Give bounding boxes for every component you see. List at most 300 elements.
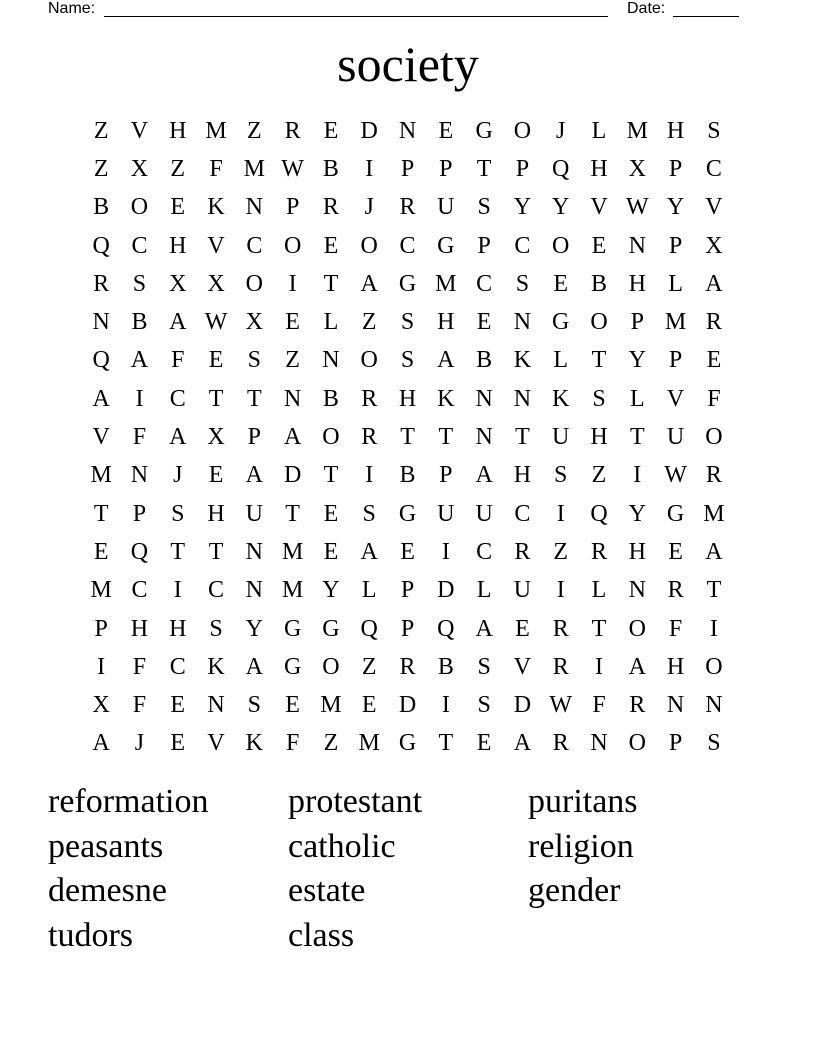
grid-letter: P — [668, 155, 683, 182]
grid-letter: G — [437, 232, 455, 259]
grid-letter: A — [705, 538, 723, 565]
grid-letter: F — [171, 347, 185, 374]
grid-letter: P — [400, 615, 415, 642]
grid-letter: K — [552, 385, 570, 412]
grid-letter: U — [552, 424, 570, 451]
grid-letter: A — [245, 653, 263, 680]
grid-letter: I — [556, 500, 565, 527]
grid-letter: L — [591, 117, 607, 144]
grid-letter: E — [515, 615, 530, 642]
grid-letter: N — [628, 577, 646, 604]
grid-letter: C — [208, 577, 225, 604]
grid-letter: N — [513, 309, 532, 336]
grid-letter: A — [92, 730, 110, 757]
grid-letter: X — [705, 232, 723, 259]
grid-letter: H — [437, 309, 455, 336]
grid-letter: T — [438, 730, 454, 757]
grid-letter: A — [360, 538, 378, 565]
grid-letter: U — [513, 577, 532, 604]
grid-letter: M — [358, 730, 380, 757]
name-label: Name: — [48, 0, 96, 17]
grid-letter: X — [207, 270, 225, 297]
grid-letter: H — [398, 385, 417, 412]
grid-letter: M — [90, 462, 112, 489]
grid-letter: O — [322, 653, 340, 680]
grid-letter: T — [323, 270, 339, 297]
grid-letter: Z — [591, 462, 607, 489]
grid-letter: A — [169, 309, 187, 336]
grid-letter: H — [169, 615, 187, 642]
grid-letter: G — [475, 117, 493, 144]
grid-letter: B — [322, 155, 339, 182]
grid-letter: C — [246, 232, 263, 259]
grid-letter: C — [169, 385, 186, 412]
grid-letter: E — [208, 462, 224, 489]
grid-letter: Z — [170, 155, 186, 182]
grid-letter: O — [628, 730, 646, 757]
grid-letter: C — [514, 500, 531, 527]
grid-letter: Z — [247, 117, 262, 144]
grid-letter: Y — [666, 194, 685, 221]
grid-letter: F — [132, 653, 147, 680]
word-list-item: demesne — [48, 872, 167, 910]
grid-letter: R — [667, 577, 684, 604]
grid-letter: P — [285, 194, 300, 221]
grid-letter: F — [132, 692, 147, 719]
grid-letter: L — [323, 309, 339, 336]
grid-letter: V — [513, 653, 532, 680]
grid-letter: S — [477, 653, 491, 680]
grid-letter: I — [709, 615, 718, 642]
grid-letter: E — [170, 730, 186, 757]
grid-letter: P — [439, 155, 453, 182]
grid-letter: T — [323, 462, 339, 489]
grid-letter: M — [281, 538, 304, 565]
grid-letter: N — [475, 424, 493, 451]
grid-letter: N — [628, 232, 646, 259]
grid-letter: S — [400, 309, 415, 336]
grid-letter: A — [628, 653, 646, 680]
grid-letter: N — [666, 692, 685, 719]
grid-letter: N — [398, 117, 417, 144]
grid-letter: D — [513, 692, 532, 719]
grid-letter: Q — [92, 232, 110, 259]
grid-letter: P — [400, 155, 415, 182]
word-list-item: religion — [528, 827, 634, 865]
grid-letter: L — [476, 577, 492, 604]
grid-letter: N — [590, 730, 608, 757]
grid-letter: E — [208, 347, 224, 374]
grid-letter: P — [247, 424, 262, 451]
grid-letter: F — [132, 424, 147, 451]
grid-letter: T — [591, 347, 607, 374]
grid-letter: A — [705, 270, 723, 297]
grid-letter: Y — [245, 615, 263, 642]
grid-letter: H — [169, 232, 187, 259]
grid-letter: O — [360, 232, 378, 259]
grid-letter: T — [515, 424, 530, 451]
grid-letter: N — [245, 577, 263, 604]
grid-letter: K — [513, 347, 532, 374]
word-list — [48, 780, 768, 959]
grid-letter: R — [591, 538, 608, 565]
grid-letter: S — [247, 347, 262, 374]
grid-letter: T — [438, 424, 454, 451]
grid-letter: D — [360, 117, 378, 144]
grid-letter: T — [208, 385, 224, 412]
grid-letter: R — [361, 424, 378, 451]
grid-letter: I — [173, 577, 182, 604]
grid-letter: P — [132, 500, 147, 527]
grid-letter: A — [475, 462, 493, 489]
grid-letter: U — [475, 500, 493, 527]
grid-letter: R — [322, 194, 339, 221]
grid-letter: E — [361, 692, 377, 719]
grid-letter: A — [169, 424, 187, 451]
grid-letter: J — [556, 117, 566, 144]
grid-letter: E — [285, 309, 300, 336]
grid-letter: B — [437, 653, 454, 680]
grid-letter: S — [707, 117, 721, 144]
word-list-item: catholic — [288, 827, 396, 865]
grid-letter: B — [591, 270, 608, 297]
word-list-item: gender — [528, 872, 621, 910]
grid-letter: P — [630, 309, 644, 336]
grid-letter: E — [170, 194, 186, 221]
grid-letter: T — [285, 500, 300, 527]
grid-letter: I — [595, 653, 603, 680]
grid-letter: R — [705, 309, 722, 336]
grid-letter: U — [437, 194, 455, 221]
grid-letter: L — [553, 347, 569, 374]
grid-letter: V — [590, 194, 608, 221]
letter-grid — [82, 112, 733, 763]
grid-letter: X — [628, 155, 646, 182]
grid-letter: I — [441, 538, 450, 565]
grid-letter: G — [283, 653, 302, 680]
grid-letter: M — [205, 117, 227, 144]
grid-letter: R — [399, 653, 416, 680]
grid-letter: C — [705, 155, 722, 182]
grid-letter: N — [207, 692, 225, 719]
grid-letter: E — [285, 692, 300, 719]
grid-letter: P — [668, 347, 683, 374]
word-list-item: tudors — [48, 917, 133, 955]
grid-letter: B — [131, 309, 148, 336]
grid-letter: S — [132, 270, 147, 297]
grid-letter: O — [245, 270, 263, 297]
grid-letter: S — [554, 462, 568, 489]
grid-letter: C — [476, 270, 493, 297]
grid-letter: N — [322, 347, 340, 374]
grid-letter: T — [247, 385, 262, 412]
grid-letter: A — [437, 347, 455, 374]
grid-letter: H — [207, 500, 225, 527]
grid-letter: P — [515, 155, 530, 182]
grid-letter: T — [591, 615, 607, 642]
grid-letter: Z — [323, 730, 339, 757]
grid-letter: A — [513, 730, 532, 757]
grid-letter: N — [245, 194, 263, 221]
grid-letter: J — [364, 194, 374, 221]
word-list-item: class — [288, 917, 355, 955]
grid-letter: Q — [92, 347, 110, 374]
grid-letter: Q — [552, 155, 570, 182]
grid-letter: O — [130, 194, 149, 221]
grid-letter: Z — [361, 653, 377, 680]
grid-letter: O — [628, 615, 646, 642]
grid-letter: B — [93, 194, 110, 221]
grid-letter: F — [668, 615, 683, 642]
grid-letter: W — [664, 462, 687, 489]
grid-letter: M — [90, 577, 112, 604]
grid-letter: N — [245, 538, 263, 565]
grid-letter: S — [209, 615, 223, 642]
grid-letter: F — [592, 692, 606, 719]
grid-letter: T — [476, 155, 492, 182]
grid-letter: M — [320, 692, 342, 719]
grid-letter: R — [552, 730, 569, 757]
grid-letter: Y — [628, 347, 646, 374]
grid-letter: P — [439, 462, 453, 489]
grid-letter: G — [398, 270, 417, 297]
grid-letter: W — [549, 692, 573, 719]
grid-letter: E — [170, 692, 186, 719]
grid-letter: H — [666, 117, 685, 144]
grid-letter: G — [552, 309, 570, 336]
grid-letter: U — [437, 500, 455, 527]
grid-letter: C — [514, 232, 531, 259]
word-list-item: peasants — [48, 827, 164, 865]
grid-letter: L — [668, 270, 683, 297]
grid-letter: O — [360, 347, 378, 374]
word-list-item: estate — [288, 872, 366, 910]
grid-letter: G — [283, 615, 302, 642]
grid-letter: Z — [93, 117, 109, 144]
grid-letter: O — [705, 424, 723, 451]
grid-letter: V — [92, 424, 110, 451]
word-list-item: reformation — [48, 783, 209, 820]
grid-letter: J — [173, 462, 183, 489]
grid-letter: A — [130, 347, 149, 374]
grid-letter: B — [399, 462, 416, 489]
grid-letter: V — [207, 730, 225, 757]
grid-letter: E — [323, 117, 339, 144]
header-line — [48, 0, 748, 20]
grid-letter: Y — [552, 194, 570, 221]
grid-letter: Y — [322, 577, 340, 604]
grid-letter: S — [171, 500, 185, 527]
grid-letter: S — [477, 194, 491, 221]
grid-letter: E — [323, 538, 339, 565]
grid-letter: R — [629, 692, 646, 719]
grid-letter: I — [288, 270, 297, 297]
grid-letter: Q — [360, 615, 378, 642]
grid-letter: S — [515, 270, 530, 297]
grid-letter: X — [92, 692, 110, 719]
grid-letter: E — [400, 538, 415, 565]
grid-letter: A — [245, 462, 263, 489]
grid-letter: E — [476, 309, 492, 336]
grid-letter: L — [629, 385, 645, 412]
grid-letter: H — [590, 155, 608, 182]
date-field[interactable] — [673, 0, 739, 17]
grid-letter: Q — [130, 538, 149, 565]
grid-letter: P — [477, 232, 491, 259]
grid-letter: Y — [628, 500, 646, 527]
grid-letter: C — [131, 577, 148, 604]
grid-letter: A — [475, 615, 493, 642]
grid-letter: R — [552, 615, 569, 642]
grid-letter: L — [591, 577, 607, 604]
grid-letter: H — [169, 117, 187, 144]
grid-letter: S — [362, 500, 376, 527]
grid-letter: T — [629, 424, 645, 451]
grid-letter: E — [323, 500, 339, 527]
grid-letter: R — [284, 117, 301, 144]
grid-letter: I — [633, 462, 642, 489]
grid-letter: T — [93, 500, 109, 527]
grid-letter: O — [552, 232, 570, 259]
grid-letter: I — [135, 385, 144, 412]
grid-letter: O — [322, 424, 340, 451]
grid-letter: R — [361, 385, 378, 412]
grid-letter: S — [247, 692, 262, 719]
grid-letter: W — [204, 309, 228, 336]
grid-letter: M — [703, 500, 725, 527]
grid-letter: S — [400, 347, 415, 374]
grid-letter: B — [322, 385, 339, 412]
grid-letter: N — [130, 462, 149, 489]
grid-letter: Y — [513, 194, 532, 221]
grid-letter: N — [705, 692, 723, 719]
grid-letter: I — [97, 653, 106, 680]
grid-letter: M — [664, 309, 687, 336]
grid-letter: N — [513, 385, 532, 412]
grid-letter: G — [322, 615, 340, 642]
grid-letter: X — [169, 270, 187, 297]
grid-letter: E — [438, 117, 454, 144]
grid-letter: T — [706, 577, 722, 604]
grid-letter: B — [476, 347, 493, 374]
grid-letter: R — [514, 538, 531, 565]
grid-letter: N — [283, 385, 302, 412]
grid-letter: E — [668, 538, 683, 565]
grid-letter: O — [513, 117, 532, 144]
grid-letter: O — [705, 653, 723, 680]
grid-letter: F — [285, 730, 300, 757]
grid-letter: O — [590, 309, 608, 336]
page-title: society — [337, 36, 479, 92]
grid-letter: Z — [361, 309, 377, 336]
grid-letter: L — [361, 577, 377, 604]
grid-letter: T — [400, 424, 415, 451]
grid-letter: V — [130, 117, 149, 144]
grid-letter: K — [245, 730, 263, 757]
grid-letter: I — [365, 462, 374, 489]
grid-letter: E — [323, 232, 339, 259]
grid-letter: R — [93, 270, 110, 297]
grid-letter: R — [705, 462, 722, 489]
grid-letter: F — [707, 385, 721, 412]
grid-letter: C — [476, 538, 493, 565]
grid-letter: Q — [437, 615, 455, 642]
grid-letter: E — [706, 347, 722, 374]
grid-letter: A — [360, 270, 378, 297]
grid-letter: P — [668, 232, 683, 259]
grid-letter: C — [169, 653, 186, 680]
grid-letter: C — [399, 232, 416, 259]
grid-letter: I — [556, 577, 565, 604]
grid-letter: W — [281, 155, 304, 182]
grid-letter: E — [553, 270, 569, 297]
grid-letter: E — [591, 232, 607, 259]
grid-letter: D — [283, 462, 302, 489]
grid-letter: H — [628, 538, 646, 565]
grid-letter: M — [626, 117, 648, 144]
grid-letter: X — [207, 424, 225, 451]
grid-letter: C — [131, 232, 148, 259]
grid-letter: A — [283, 424, 302, 451]
grid-letter: Z — [553, 538, 569, 565]
grid-letter: R — [552, 653, 569, 680]
grid-letter: U — [666, 424, 685, 451]
grid-letter: H — [628, 270, 646, 297]
grid-letter: K — [207, 653, 225, 680]
grid-letter: S — [592, 385, 606, 412]
grid-letter: N — [475, 385, 493, 412]
grid-letter: P — [400, 577, 415, 604]
grid-letter: M — [281, 577, 304, 604]
grid-letter: V — [705, 194, 723, 221]
grid-letter: I — [441, 692, 450, 719]
grid-letter: W — [625, 194, 649, 221]
grid-letter: X — [245, 309, 263, 336]
grid-letter: K — [207, 194, 225, 221]
grid-letter: J — [134, 730, 145, 757]
grid-letter: N — [92, 309, 110, 336]
grid-letter: S — [477, 692, 491, 719]
grid-letter: Z — [93, 155, 109, 182]
grid-letter: U — [245, 500, 263, 527]
grid-letter: G — [398, 730, 417, 757]
grid-letter: P — [668, 730, 683, 757]
grid-letter: K — [437, 385, 455, 412]
grid-letter: H — [590, 424, 608, 451]
grid-letter: E — [93, 538, 109, 565]
grid-letter: I — [365, 155, 374, 182]
grid-letter: X — [130, 155, 149, 182]
grid-letter: G — [666, 500, 685, 527]
grid-letter: Q — [590, 500, 608, 527]
grid-letter: G — [398, 500, 417, 527]
grid-letter: Z — [285, 347, 300, 374]
grid-letter: V — [207, 232, 225, 259]
word-list-item: puritans — [528, 783, 638, 820]
grid-letter: H — [666, 653, 685, 680]
grid-letter: O — [283, 232, 302, 259]
grid-letter: A — [92, 385, 110, 412]
grid-letter: R — [399, 194, 416, 221]
name-field[interactable] — [104, 0, 608, 17]
grid-letter: P — [94, 615, 108, 642]
grid-letter: T — [208, 538, 224, 565]
word-list-item: protestant — [288, 783, 423, 820]
grid-letter: M — [243, 155, 265, 182]
grid-letter: E — [476, 730, 492, 757]
grid-letter: F — [209, 155, 223, 182]
grid-letter: S — [707, 730, 721, 757]
